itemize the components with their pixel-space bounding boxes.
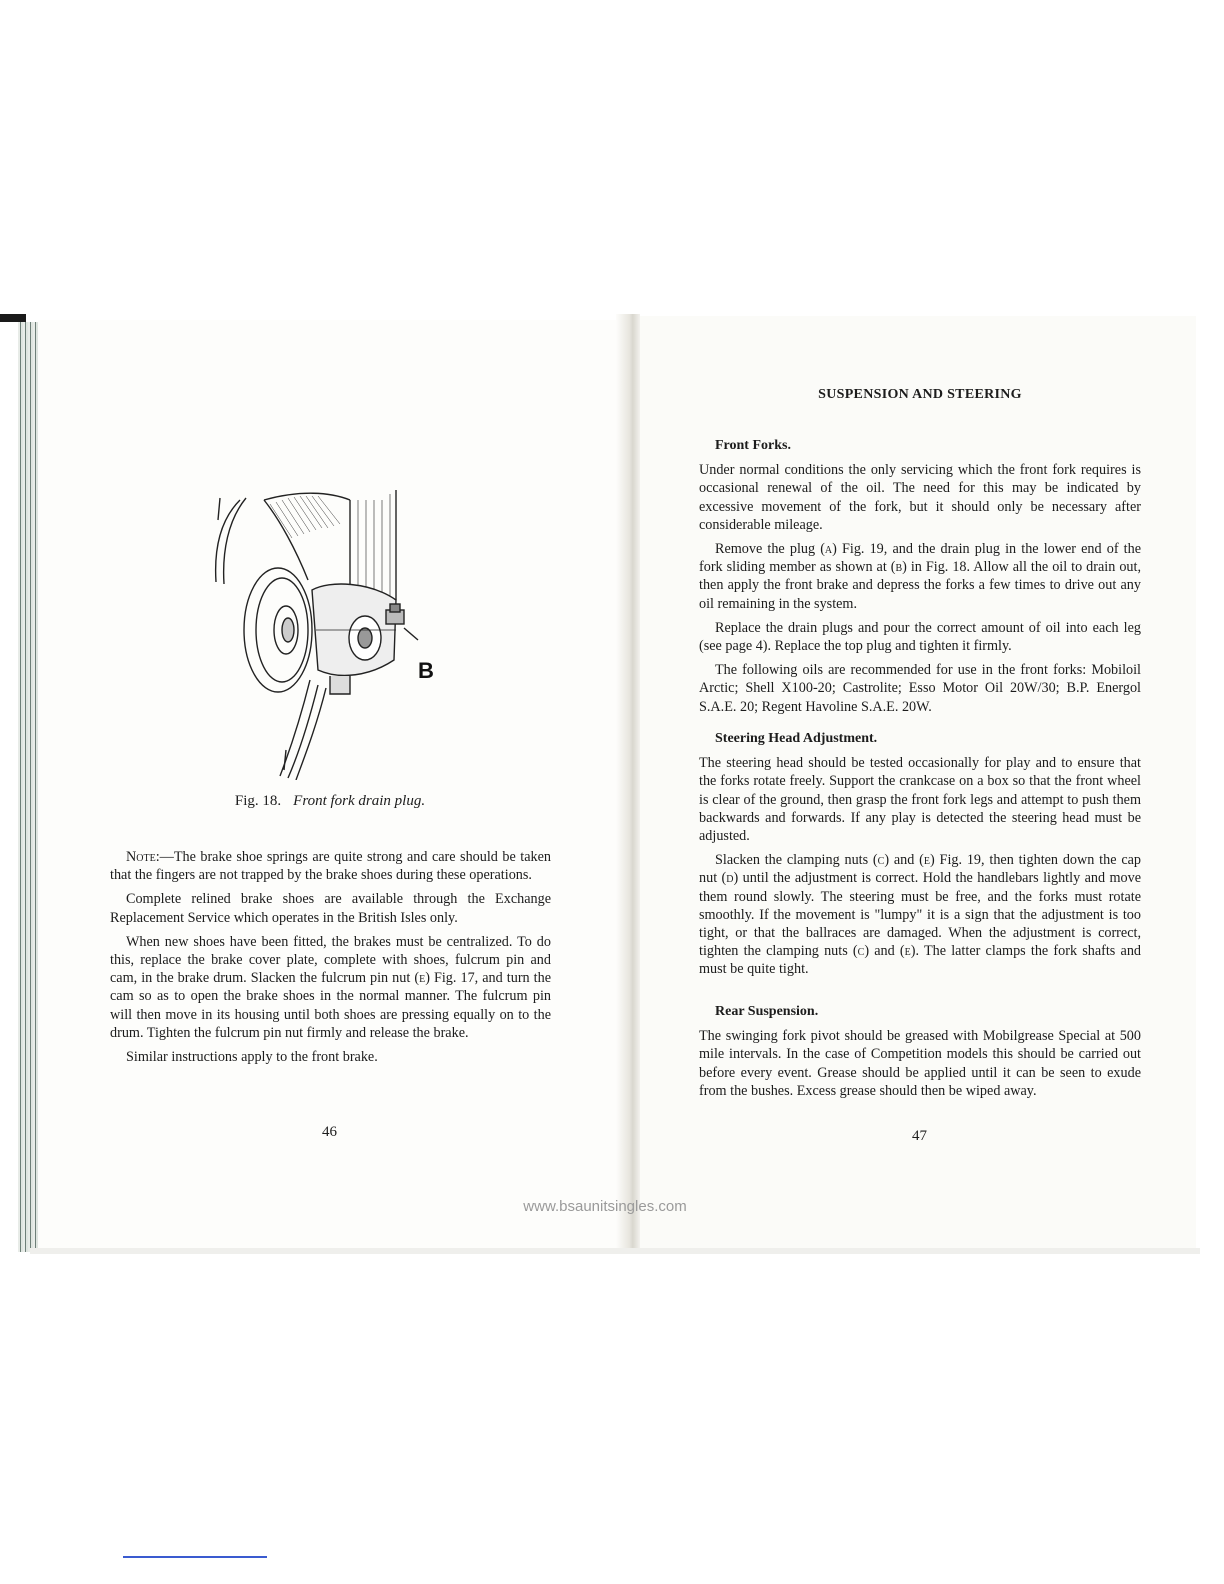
front-brake-paragraph: Similar instructions apply to the front brake. <box>126 1049 378 1066</box>
front-fork-drain-plug-illustration <box>200 480 450 780</box>
page-gutter <box>616 314 640 1254</box>
left-page-body <box>110 848 551 1072</box>
rear-suspension-p1: The swinging fork pivot should be greased with Mobilgrease Special at 500 mile intervals. In the case of Competition models this should be carried out before every event. Grease should be applied until it can be seen to exude from the bushes. Excess grease should then be wiped away. <box>699 1028 1141 1099</box>
centralize-brakes-paragraph: When new shoes have been fitted, the brakes must be centralized. To do this, replace the brake cover plate, complete with shoes, fulcrum pin and cam, in the brake drum. Slacken the fulcrum pin nut (e) Fig. 17, and turn the cam so as to open the brake shoes in the normal manner. The fulcrum pin will then move in its housing until both shoes are pressing equally on to the drum. Tighten the fulcrum pin nut firmly and release the brake. <box>110 933 552 1041</box>
rear-suspension-heading: Rear Suspension. <box>715 1004 819 1019</box>
page-edges <box>18 322 40 1252</box>
caption-label: Fig. 18. <box>234 793 282 809</box>
note-prefix: Note <box>126 849 156 865</box>
rear-suspension-section <box>699 1003 1141 1106</box>
front-forks-p1: Under normal conditions the only servicing which the front fork requires is occasional renewal of the oil. The need for this may be indicated by excessive movement of the fork, but it should only be necessary after considerable mileage. <box>699 462 1141 533</box>
front-forks-section <box>699 437 1141 722</box>
figure-callout-b: B <box>418 658 434 683</box>
page-title: SUSPENSION AND STEERING <box>818 387 1022 402</box>
steering-p2: Slacken the clamping nuts (c) and (e) Fig. 19, then tighten down the cap nut (d) until the adjustment is correct. Hold the handlebars lightly and move them round slowly. The steering must be free, and the forks must rotate smoothly. If the movement is "lumpy" it is a sign that the adjustment is too tight, or that the ballraces are damaged. When the adjustment is correct, tighten the clamping nuts (c) and (e). The latter clamps the fork shafts and must be quite tight. <box>699 852 1142 978</box>
relined-shoes-paragraph: Complete relined brake shoes are available through the Exchange Replacement Service which operates in the British Isles only. <box>110 891 551 926</box>
left-page <box>38 320 624 1250</box>
steering-heading: Steering Head Adjustment. <box>715 731 878 746</box>
book-spine <box>0 314 26 322</box>
bottom-shadow <box>30 1248 1200 1254</box>
figure-caption <box>0 793 660 810</box>
front-forks-p3: Replace the drain plugs and pour the correct amount of oil into each leg (see page 4). Replace the top plug and tighten it firmly. <box>699 619 1141 655</box>
caption-title: Front fork drain plug. <box>293 793 426 809</box>
note-paragraph: Note:—The brake shoe springs are quite strong and care should be taken that the fingers are not trapped by the brake shoes during these operations. <box>110 849 551 884</box>
steering-p1: The steering head should be tested occasionally for play and to ensure that the forks rotate freely. Support the crankcase on a box so that the front wheel is clear of the ground, then grasp the front fork legs and attempt to push them backwards and forwards. If any play is detected the steering head must be adjusted. <box>699 755 1141 845</box>
page-number-right: 47 <box>912 1128 927 1144</box>
front-forks-heading: Front Forks. <box>715 438 791 453</box>
watermark: www.bsaunitsingles.com <box>523 1198 687 1215</box>
page-number-left: 46 <box>322 1124 337 1140</box>
steering-section <box>699 730 1141 985</box>
front-forks-p2: Remove the plug (a) Fig. 19, and the drain plug in the lower end of the fork sliding member as shown at (b) in Fig. 18. Allow all the oil to drain out, then apply the front brake and depress the forks a few times to drive out any oil remaining in the system. <box>699 541 1141 612</box>
front-forks-p4: The following oils are recommended for use in the front forks: Mobiloil Arctic; Shell X100-20; Castrolite; Esso Motor Oil 20W/30; B.P. Energol S.A.E. 20; Regent Havoline S.A.E. 20W. <box>699 662 1141 715</box>
footer-rule <box>123 1556 267 1558</box>
